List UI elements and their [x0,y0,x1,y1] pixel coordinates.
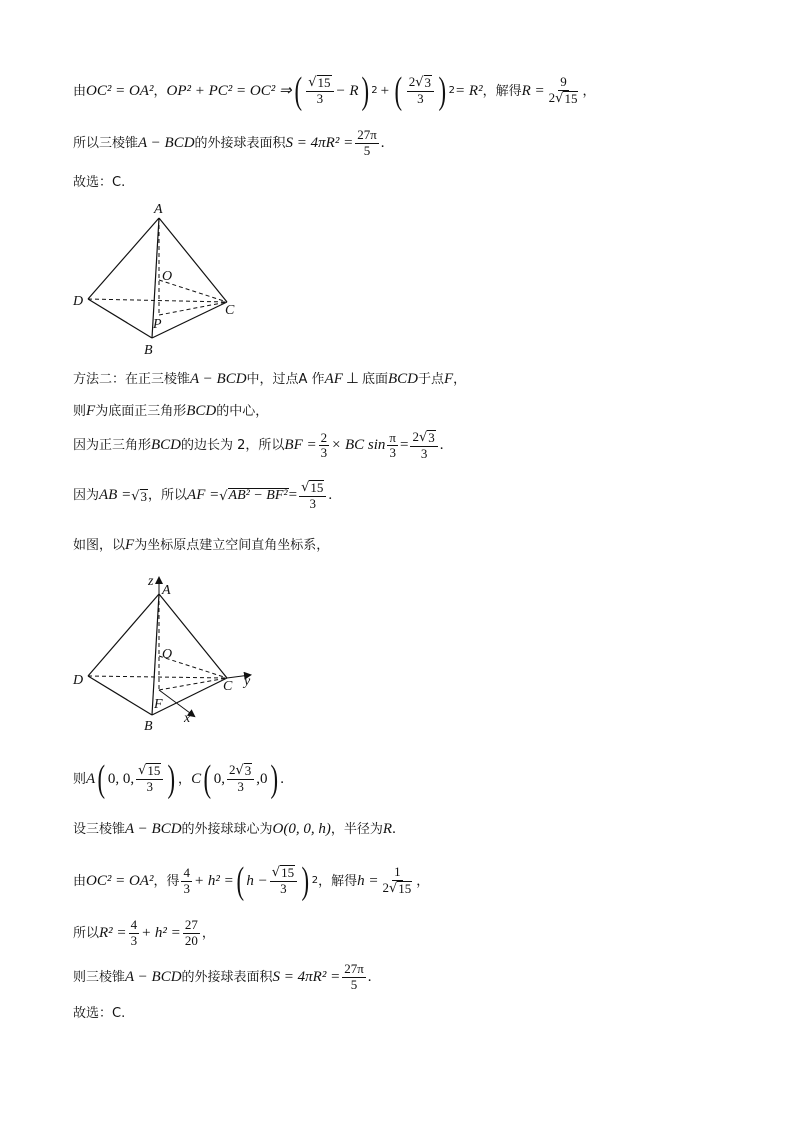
vertex-label-d: D [73,294,84,309]
vertex-label-b: B [144,343,153,358]
vertex-label-a: A [162,583,171,598]
axis-label-z: z [148,574,154,589]
solution-line-10: 设三棱锥 A − BCD 的外接球球心为 O(0, 0, h) ，半径为 R . [73,821,396,837]
center-label-o: O [162,647,173,662]
solution-line-1: 由 OC² = OA² ， OP² + PC² = OC² ⇒ ( √ 15 3 − R ) 2 + ( 2 √ 3 3 ) 2 = R² ，解得 R = 9 2 √ 15 ， [73,70,596,112]
vertex-label-d: D [73,673,84,688]
solution-line-2: 所以三棱锥 A − BCD 的外接球表面积 S = 4πR² = $\frac{27\pi}{5}$ . [73,127,385,158]
solution-line-6: 因为正三角形 BCD 的边长为 2，所以 BF = $\frac{2}{3}$ × BC sin $\frac{\pi}{3}$ = 2 √ 3 3 . [73,429,444,461]
point-label-f: F [154,697,163,712]
tetrahedron-figure-1 [70,198,250,358]
center-label-o: O [162,269,173,284]
vertex-label-c: C [225,303,235,318]
solution-line-8: 如图，以 F 为坐标原点建立空间直角坐标系， [73,537,330,553]
point-label-p: P [153,317,162,332]
vertex-label-b: B [144,719,153,734]
equation-op-pc: OP² + PC² = OC² ⇒ [166,82,292,99]
solution-line-4: 方法二：在正三棱锥 A − BCD 中，过点A 作 AF ⊥ 底面 BCD 于点 F ， [73,371,467,387]
solution-line-9: 则 A ( 0, 0, √ 15 3 ) ， C ( 0, 2 √ 3 3 ,0 ) . [73,758,284,800]
solution-line-12: 所以 R² = $\frac{4}{3}$ + h² = $\frac{27}{20}$ ， [73,917,215,948]
solution-line-5: 则 F 为底面正三角形 BCD 的中心， [73,403,269,419]
vertex-label-a: A [154,202,163,217]
solution-line-7: 因为 AB = √ 3 ，所以 AF = √ AB² − BF² = √ 15 3 . [73,480,333,511]
axis-label-y: y [244,674,251,689]
answer-line-2: 故选：C. [73,1006,126,1021]
axis-label-x: x [184,711,191,726]
vertex-label-c: C [223,679,233,694]
solution-line-13: 则三棱锥 A − BCD 的外接球表面积 S = 4πR² = $\frac{27\pi}{5}$ . [73,961,372,992]
answer-line-1: 故选：C. [73,175,126,190]
equation-oc-oa: OC² = OA² [86,82,154,99]
tetrahedron-figure-2 [70,572,270,734]
solution-line-11: 由 OC² = OA² ，得 $\frac{4}{3}$ + h² = ( h − √ 15 3 ) 2 ，解得 h = 1 2 √ 15 ， [73,860,430,902]
